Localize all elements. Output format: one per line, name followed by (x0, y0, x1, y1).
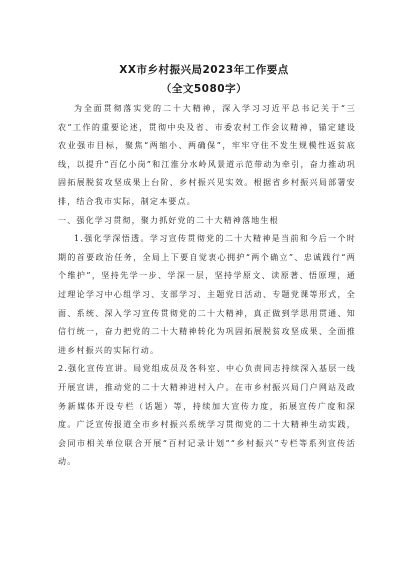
document-title: XX市乡村振兴局2023年工作要点 (119, 64, 289, 76)
body-paragraph: 1.强化学深悟透。学习宣传贯彻党的二十大精神是当前和今后一个时期的首要政治任务，全局上下要自觉衷心拥护“两个确立”、忠诚践行“两个维护”，坚持先学一步、学深一层，坚持学原文、读原著、悟原理，通过理论学习中心组学习、支部学习、主题党日活动、专题党课等形式，全面、系统、深入学习宣传贯彻党的二十大精神，真正做到学思用贯通、知信行统一，奋力把党的二十大精神转化为巩固拓展脱贫攻坚成果、全面推进乡村振兴的实际行动。 (58, 234, 356, 355)
section-heading: 一、强化学习贯彻，聚力抓好党的二十大精神落地生根 (58, 215, 279, 225)
document-subtitle: （全文5080字） (160, 83, 248, 95)
document-body (58, 100, 356, 472)
body-paragraph: 2.强化宣传宣讲。局党组成员及各科室、中心负责同志持续深入基层一线开展宣讲，推动党的二十大精神进村入户。在市乡村振兴局门户网站及政务新媒体开设专栏（话题）等，持续加大宣传力度，拓展宣传广度和深度。广泛宣传报道全市乡村振兴系统学习贯彻党的二十大精神生动实践，会同市相关单位联合开展“百村记录计划”“乡村振兴”专栏等系列宣传活动。 (58, 364, 356, 467)
intro-paragraph: 为全面贯彻落实党的二十大精神，深入学习习近平总书记关于“三农”工作的重要论述，贯彻中央及省、市委农村工作会议精神，锚定建设农业强市目标，聚焦“两缩小、两确保”，牢牢守住不发生规模性返贫底线，以提升“百亿小岗”和江淮分水岭风景道示范带动为牵引，奋力推动巩固拓展脱贫攻坚成果上台阶、乡村振兴见实效。根据省乡村振兴局部署安排，结合我市实际，制定本要点。 (58, 104, 356, 206)
